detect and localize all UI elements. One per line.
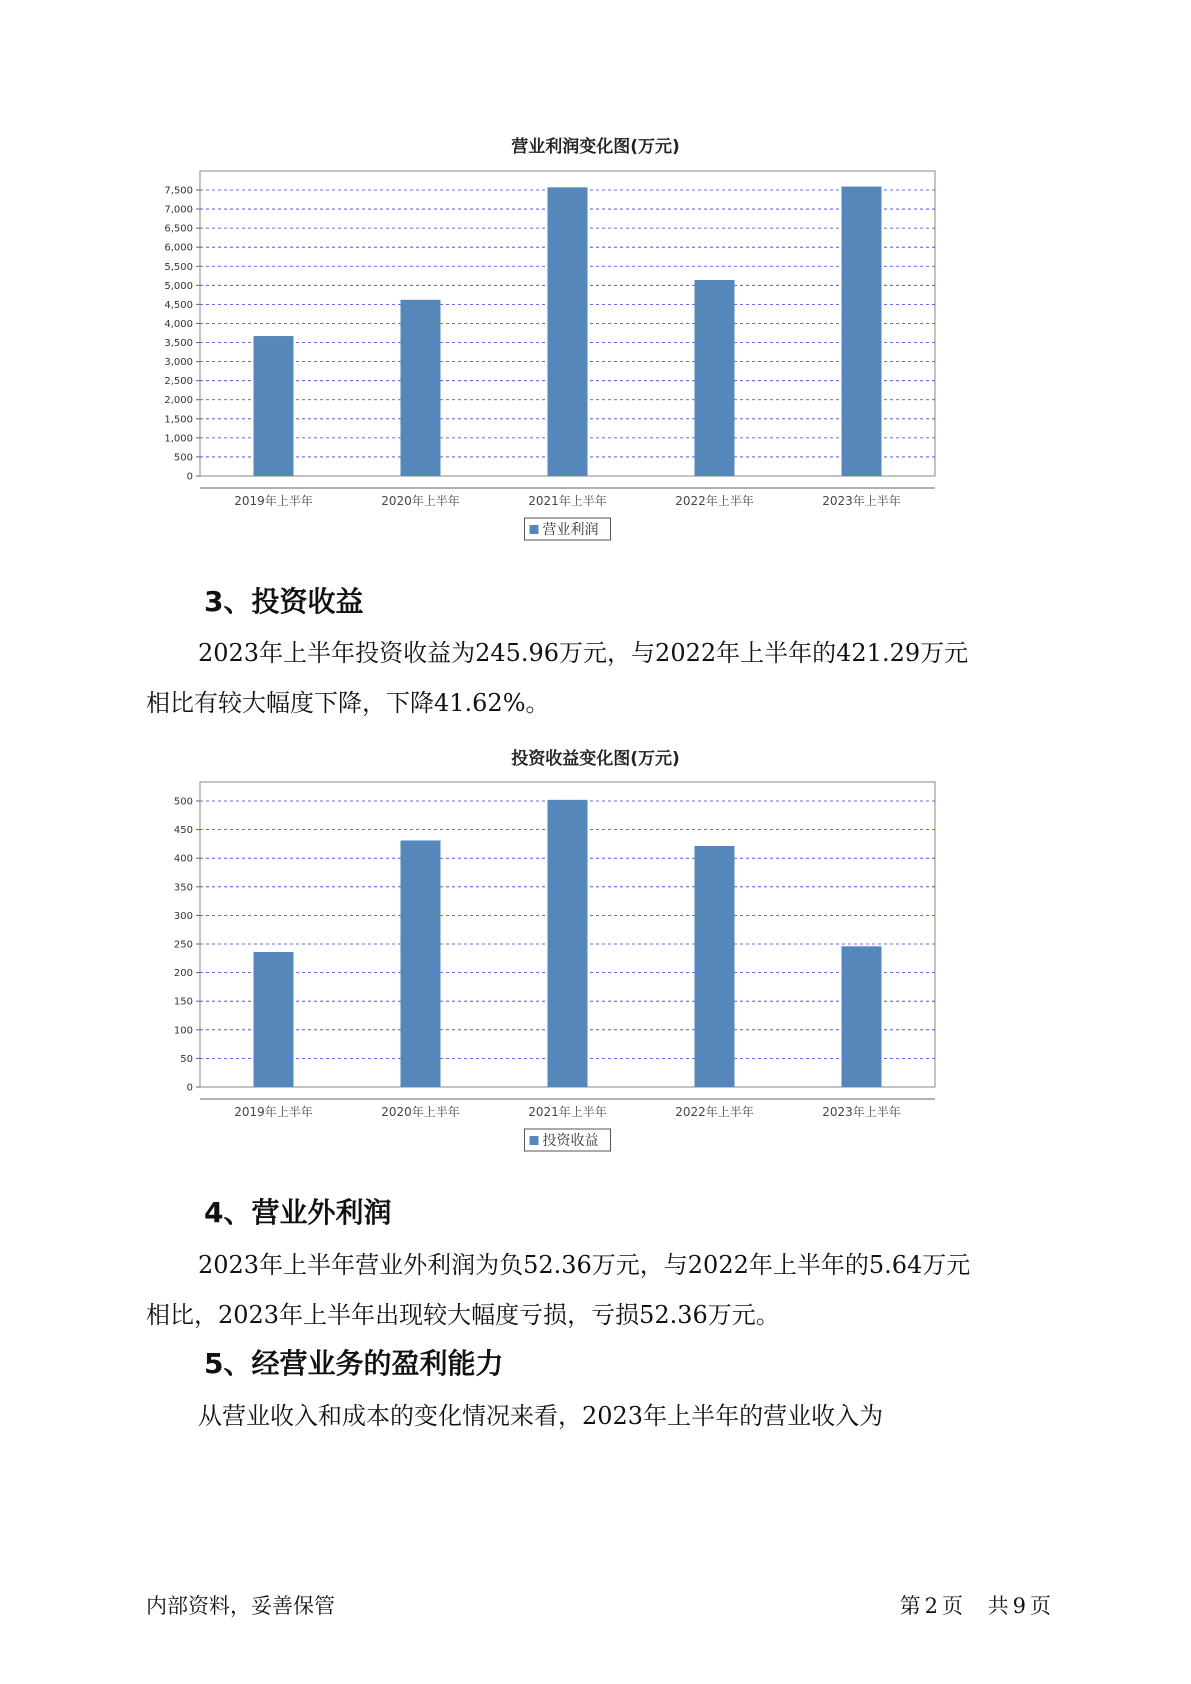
y-tick-label: 250 — [173, 939, 193, 951]
bar — [548, 187, 588, 476]
paragraph-profitability — [146, 1391, 1066, 1441]
y-tick-label: 3,000 — [164, 357, 193, 369]
x-tick-label: 2019年上半年 — [234, 494, 313, 508]
section-heading-profitability: 5、经营业务的盈利能力 — [204, 1347, 504, 1380]
footer-confidential-note: 内部资料，妥善保管 — [146, 1594, 335, 1618]
bar — [695, 846, 735, 1087]
bar — [842, 187, 882, 476]
x-tick-label: 2022年上半年 — [675, 1105, 754, 1119]
investment-income-chart — [160, 779, 1060, 1159]
bar — [401, 840, 441, 1087]
section-heading-non-operating-profit: 4、营业外利润 — [204, 1196, 392, 1229]
y-tick-label: 0 — [186, 471, 193, 483]
y-tick-label: 6,000 — [164, 242, 193, 254]
x-tick-label: 2019年上半年 — [234, 1105, 313, 1119]
y-tick-label: 7,000 — [164, 204, 193, 216]
y-tick-label: 2,500 — [164, 376, 193, 388]
y-tick-label: 200 — [173, 968, 193, 980]
x-tick-label: 2020年上半年 — [381, 494, 460, 508]
total-pages: 9 — [1012, 1594, 1026, 1618]
bar — [401, 300, 441, 476]
x-tick-label: 2020年上半年 — [381, 1105, 460, 1119]
chart1-title: 营业利润变化图(万元) — [511, 137, 680, 157]
y-tick-label: 0 — [186, 1082, 193, 1094]
y-tick-label: 1,000 — [164, 433, 193, 445]
y-tick-label: 450 — [173, 825, 193, 837]
y-tick-label: 150 — [173, 996, 193, 1008]
paragraph-non-operating-profit — [146, 1240, 1066, 1340]
y-tick-label: 400 — [173, 853, 193, 865]
legend-swatch — [530, 1136, 539, 1145]
y-tick-label: 7,500 — [164, 185, 193, 197]
legend-swatch — [530, 525, 539, 534]
y-tick-label: 2,000 — [164, 395, 193, 407]
x-tick-label: 2021年上半年 — [528, 494, 607, 508]
x-tick-label: 2021年上半年 — [528, 1105, 607, 1119]
bar — [254, 336, 294, 476]
legend-label: 投资收益 — [542, 1133, 599, 1149]
page-suffix: 页 — [941, 1594, 963, 1618]
y-tick-label: 500 — [173, 796, 193, 808]
total-suffix: 页 — [1030, 1594, 1051, 1618]
y-tick-label: 100 — [173, 1025, 193, 1037]
x-tick-label: 2022年上半年 — [675, 494, 754, 508]
section-heading-investment-income: 3、投资收益 — [204, 585, 364, 618]
bar — [548, 800, 588, 1087]
operating-profit-chart — [160, 168, 1060, 548]
y-tick-label: 3,500 — [164, 338, 193, 350]
y-tick-label: 300 — [173, 910, 193, 922]
page-prefix: 第 — [899, 1594, 921, 1618]
x-tick-label: 2023年上半年 — [822, 1105, 901, 1119]
bar — [254, 952, 294, 1087]
x-tick-label: 2023年上半年 — [822, 494, 901, 508]
page-number: 2 — [924, 1594, 938, 1618]
legend-label: 营业利润 — [542, 522, 599, 538]
paragraph-line: 2023年上半年投资收益为245.96万元，与2022年上半年的421.29万元 — [198, 639, 969, 667]
paragraph-line: 从营业收入和成本的变化情况来看，2023年上半年的营业收入为 — [198, 1402, 884, 1430]
bar — [695, 280, 735, 476]
y-tick-label: 1,500 — [164, 414, 193, 426]
y-tick-label: 4,000 — [164, 318, 193, 330]
y-tick-label: 50 — [180, 1053, 193, 1065]
paragraph-investment-income — [146, 628, 1066, 728]
y-tick-label: 4,500 — [164, 299, 193, 311]
paragraph-line: 相比有较大幅度下降，下降41.62%。 — [146, 689, 550, 717]
y-tick-label: 5,000 — [164, 280, 193, 292]
total-prefix: 共 — [987, 1594, 1009, 1618]
paragraph-line: 2023年上半年营业外利润为负52.36万元，与2022年上半年的5.64万元 — [198, 1251, 971, 1279]
y-tick-label: 500 — [173, 452, 193, 464]
y-tick-label: 6,500 — [164, 223, 193, 235]
y-tick-label: 5,500 — [164, 261, 193, 273]
paragraph-line: 相比，2023年上半年出现较大幅度亏损，亏损52.36万元。 — [146, 1301, 780, 1329]
bar — [842, 946, 882, 1087]
y-tick-label: 350 — [173, 882, 193, 894]
chart2-title: 投资收益变化图(万元) — [511, 749, 680, 769]
footer-page-number — [896, 1590, 1051, 1620]
